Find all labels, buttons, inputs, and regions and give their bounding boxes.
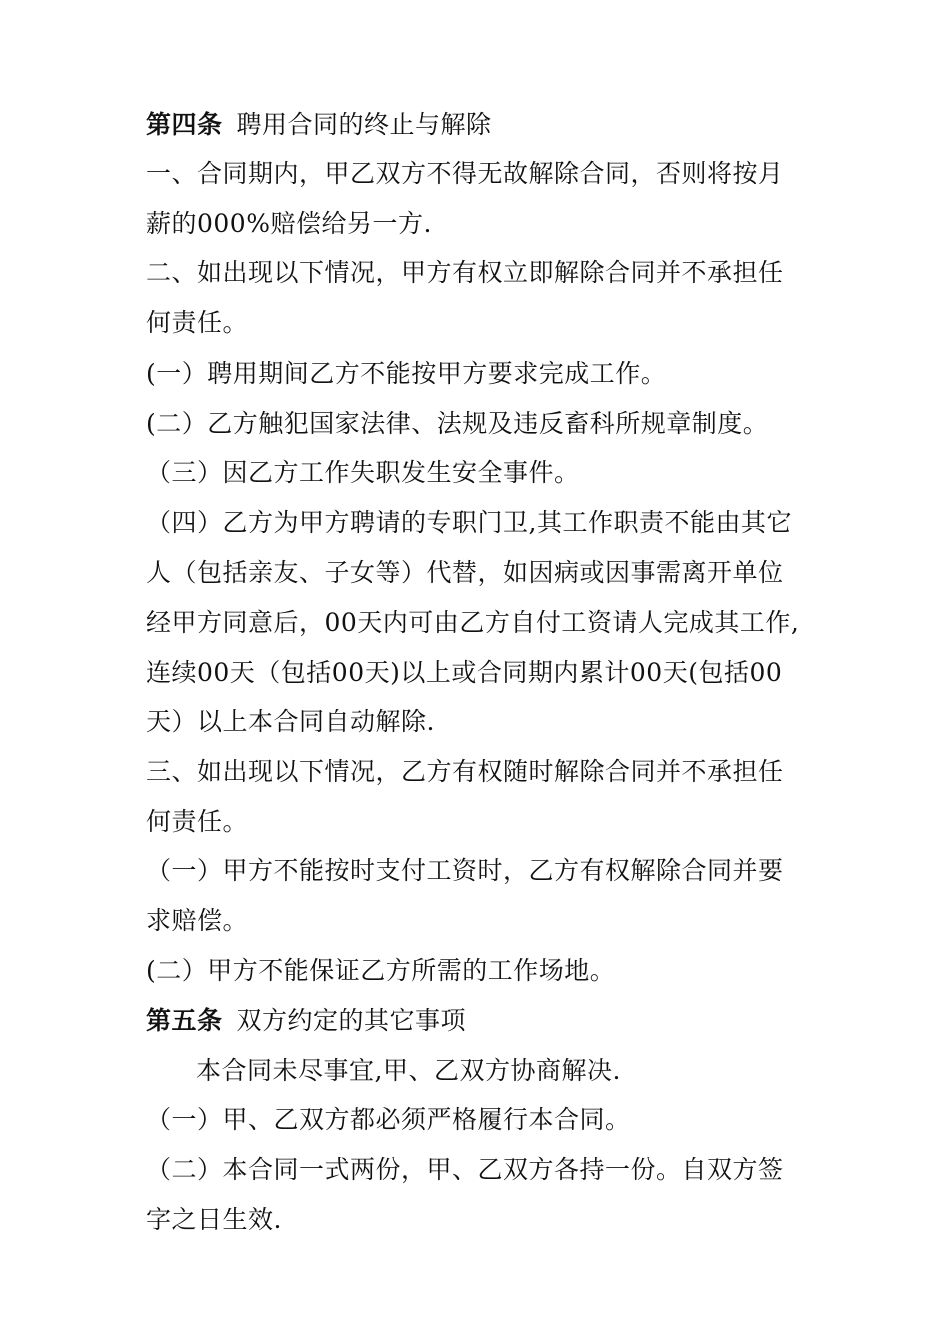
paragraph-line: 求赔偿。 [146,906,249,935]
paragraph-line: 字之日生效. [146,1205,282,1234]
paragraph-line: 二、如出现以下情况，甲方有权立即解除合同并不承担任 [146,258,784,287]
paragraph-line: (一）聘用期间乙方不能按甲方要求完成工作。 [146,359,667,388]
paragraph-line: （三）因乙方工作失职发生安全事件。 [146,458,580,487]
paragraph-line: (二）乙方触犯国家法律、法规及违反畜科所规章制度。 [146,409,769,438]
paragraph-line: （一）甲、乙双方都必须严格履行本合同。 [146,1105,631,1134]
paragraph-line: 天）以上本合同自动解除. [146,707,435,736]
paragraph-line: 人（包括亲友、子女等）代替，如因病或因事需离开单位 [146,558,784,587]
paragraph-line: 连续00天（包括00天)以上或合同期内累计00天(包括00 [146,658,783,687]
paragraph-line: 何责任。 [146,807,249,836]
article-5-label: 第五条 [146,1006,223,1035]
paragraph-line: (二）甲方不能保证乙方所需的工作场地。 [146,956,616,985]
article-5-heading [146,1004,466,1038]
paragraph-line: （二）本合同一式两份，甲、乙双方各持一份。自双方签 [146,1155,784,1184]
paragraph-line: 三、如出现以下情况，乙方有权随时解除合同并不承担任 [146,757,784,786]
article-4-title: 聘用合同的终止与解除 [236,110,492,139]
article-4-heading [146,108,492,142]
article-5-intro: 本合同未尽事宜,甲、乙双方协商解决. [196,1056,621,1085]
article-5-title: 双方约定的其它事项 [236,1006,467,1035]
paragraph-line: （四）乙方为甲方聘请的专职门卫,其工作职责不能由其它 [146,508,792,537]
article-4-label: 第四条 [146,110,223,139]
paragraph-line: 何责任。 [146,308,249,337]
paragraph-line: 薪的000%赔偿给另一方. [146,209,432,238]
paragraph-line: 经甲方同意后，00天内可由乙方自付工资请人完成其工作, [146,608,800,637]
paragraph-line: （一）甲方不能按时支付工资时，乙方有权解除合同并要 [146,856,784,885]
paragraph-line: 一、合同期内，甲乙双方不得无故解除合同，否则将按月 [146,159,784,188]
